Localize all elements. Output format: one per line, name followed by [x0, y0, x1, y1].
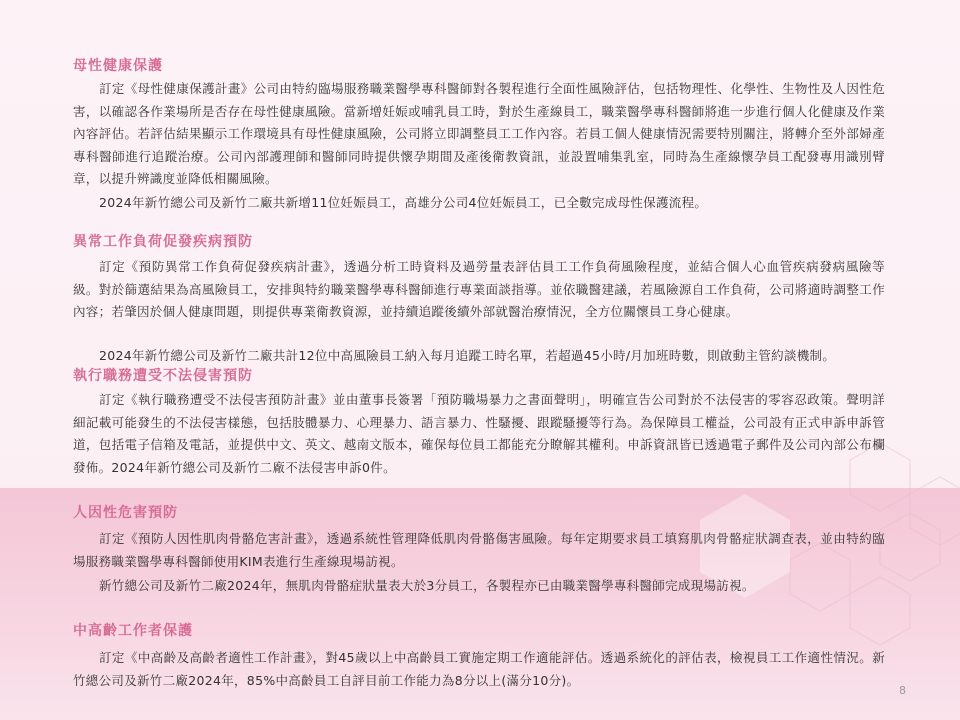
section-title-ergonomic-hazards: 人因性危害預防	[73, 505, 178, 521]
section-paragraph: 訂定《預防異常工作負荷促發疾病計畫》，透過分析工時資料及過勞量表評估員工工作負荷風險程度，並結合個人心血管疾病發病風險等級。對於篩選結果為高風險員工，安排與特約職業醫學專科醫師進行專業面談指導。並依職醫建議，若風險源自工作負荷，公司將適時調整工作內容；若肇因於個人健康問題，則提供專業衛教資源，並持續追蹤後續外部就醫治療情況，全方位關懷員工身心健康。	[73, 259, 885, 319]
section-paragraph: 2024年新竹總公司及新竹二廠共新增11位妊娠員工，高雄分公司4位妊娠員工，已全數完成母性保護流程。	[99, 195, 708, 210]
section-title-senior-workers: 中高齡工作者保護	[73, 623, 193, 639]
section-title-workload-prevention: 異常工作負荷促發疾病預防	[73, 234, 253, 250]
section-paragraph: 2024年新竹總公司及新竹二廠共計12位中高風險員工納入每月追蹤工時名單，若超過45小時/月加班時數，則啟動主管約談機制。	[99, 348, 836, 363]
section-title-unlawful-infringement: 執行職務遭受不法侵害預防	[73, 368, 253, 384]
section-title-maternal-health: 母性健康保護	[73, 58, 163, 74]
page-number: 8	[899, 684, 906, 697]
section-paragraph: 訂定《執行職務遭受不法侵害預防計畫》並由董事長簽署「預防職場暴力之書面聲明」，明確宣告公司對於不法侵害的零容忍政策。聲明詳細記載可能發生的不法侵害樣態，包括肢體暴力、心理暴力、語言暴力、性騷擾、跟蹤騷擾等行為。為保障員工權益，公司設有正式申訴申訴管道，包括電子信箱及電話，並提供中文、英文、越南文版本，確保每位員工都能充分瞭解其權利。申訴資訊皆已透過電子郵件及公司內部公布欄發佈。2024年新竹總公司及新竹二廠不法侵害申訴0件。	[73, 392, 885, 475]
section-paragraph: 新竹總公司及新竹二廠2024年，無肌肉骨骼症狀量表大於3分員工，各製程亦已由職業醫學專科醫師完成現場訪視。	[99, 578, 755, 593]
section-paragraph: 訂定《預防人因性肌肉骨骼危害計畫》，透過系統性管理降低肌肉骨骼傷害風險。每年定期要求員工填寫肌肉骨骼症狀調查表，並由特約臨場服務職業醫學專科醫師使用KIM表進行生產線現場訪視。	[73, 531, 885, 569]
section-paragraph: 訂定《母性健康保護計畫》公司由特約臨場服務職業醫學專科醫師對各製程進行全面性風險評估，包括物理性、化學性、生物性及人因性危害，以確認各作業場所是否存在母性健康風險。當新增妊娠或哺乳員工時，對於生產線員工，職業醫學專科醫師將進一步進行個人化健康及作業內容評估。若評估結果顯示工作環境具有母性健康風險，公司將立即調整員工工作內容。若員工個人健康情況需要特別關注，將轉介至外部婦產專科醫師進行追蹤治療。公司內部護理師和醫師同時提供懷孕期間及產後衛教資訊，並設置哺集乳室，同時為生產線懷孕員工配發專用識別臂章，以提升辨識度並降低相關風險。	[73, 81, 885, 186]
section-paragraph: 訂定《中高齡及高齡者適性工作計畫》，對45歲以上中高齡員工實施定期工作適能評估。透過系統化的評估表，檢視員工工作適性情況。新竹總公司及新竹二廠2024年，85%中高齡員工自評目前工作能力為8分以上(滿分10分)。	[73, 650, 885, 688]
